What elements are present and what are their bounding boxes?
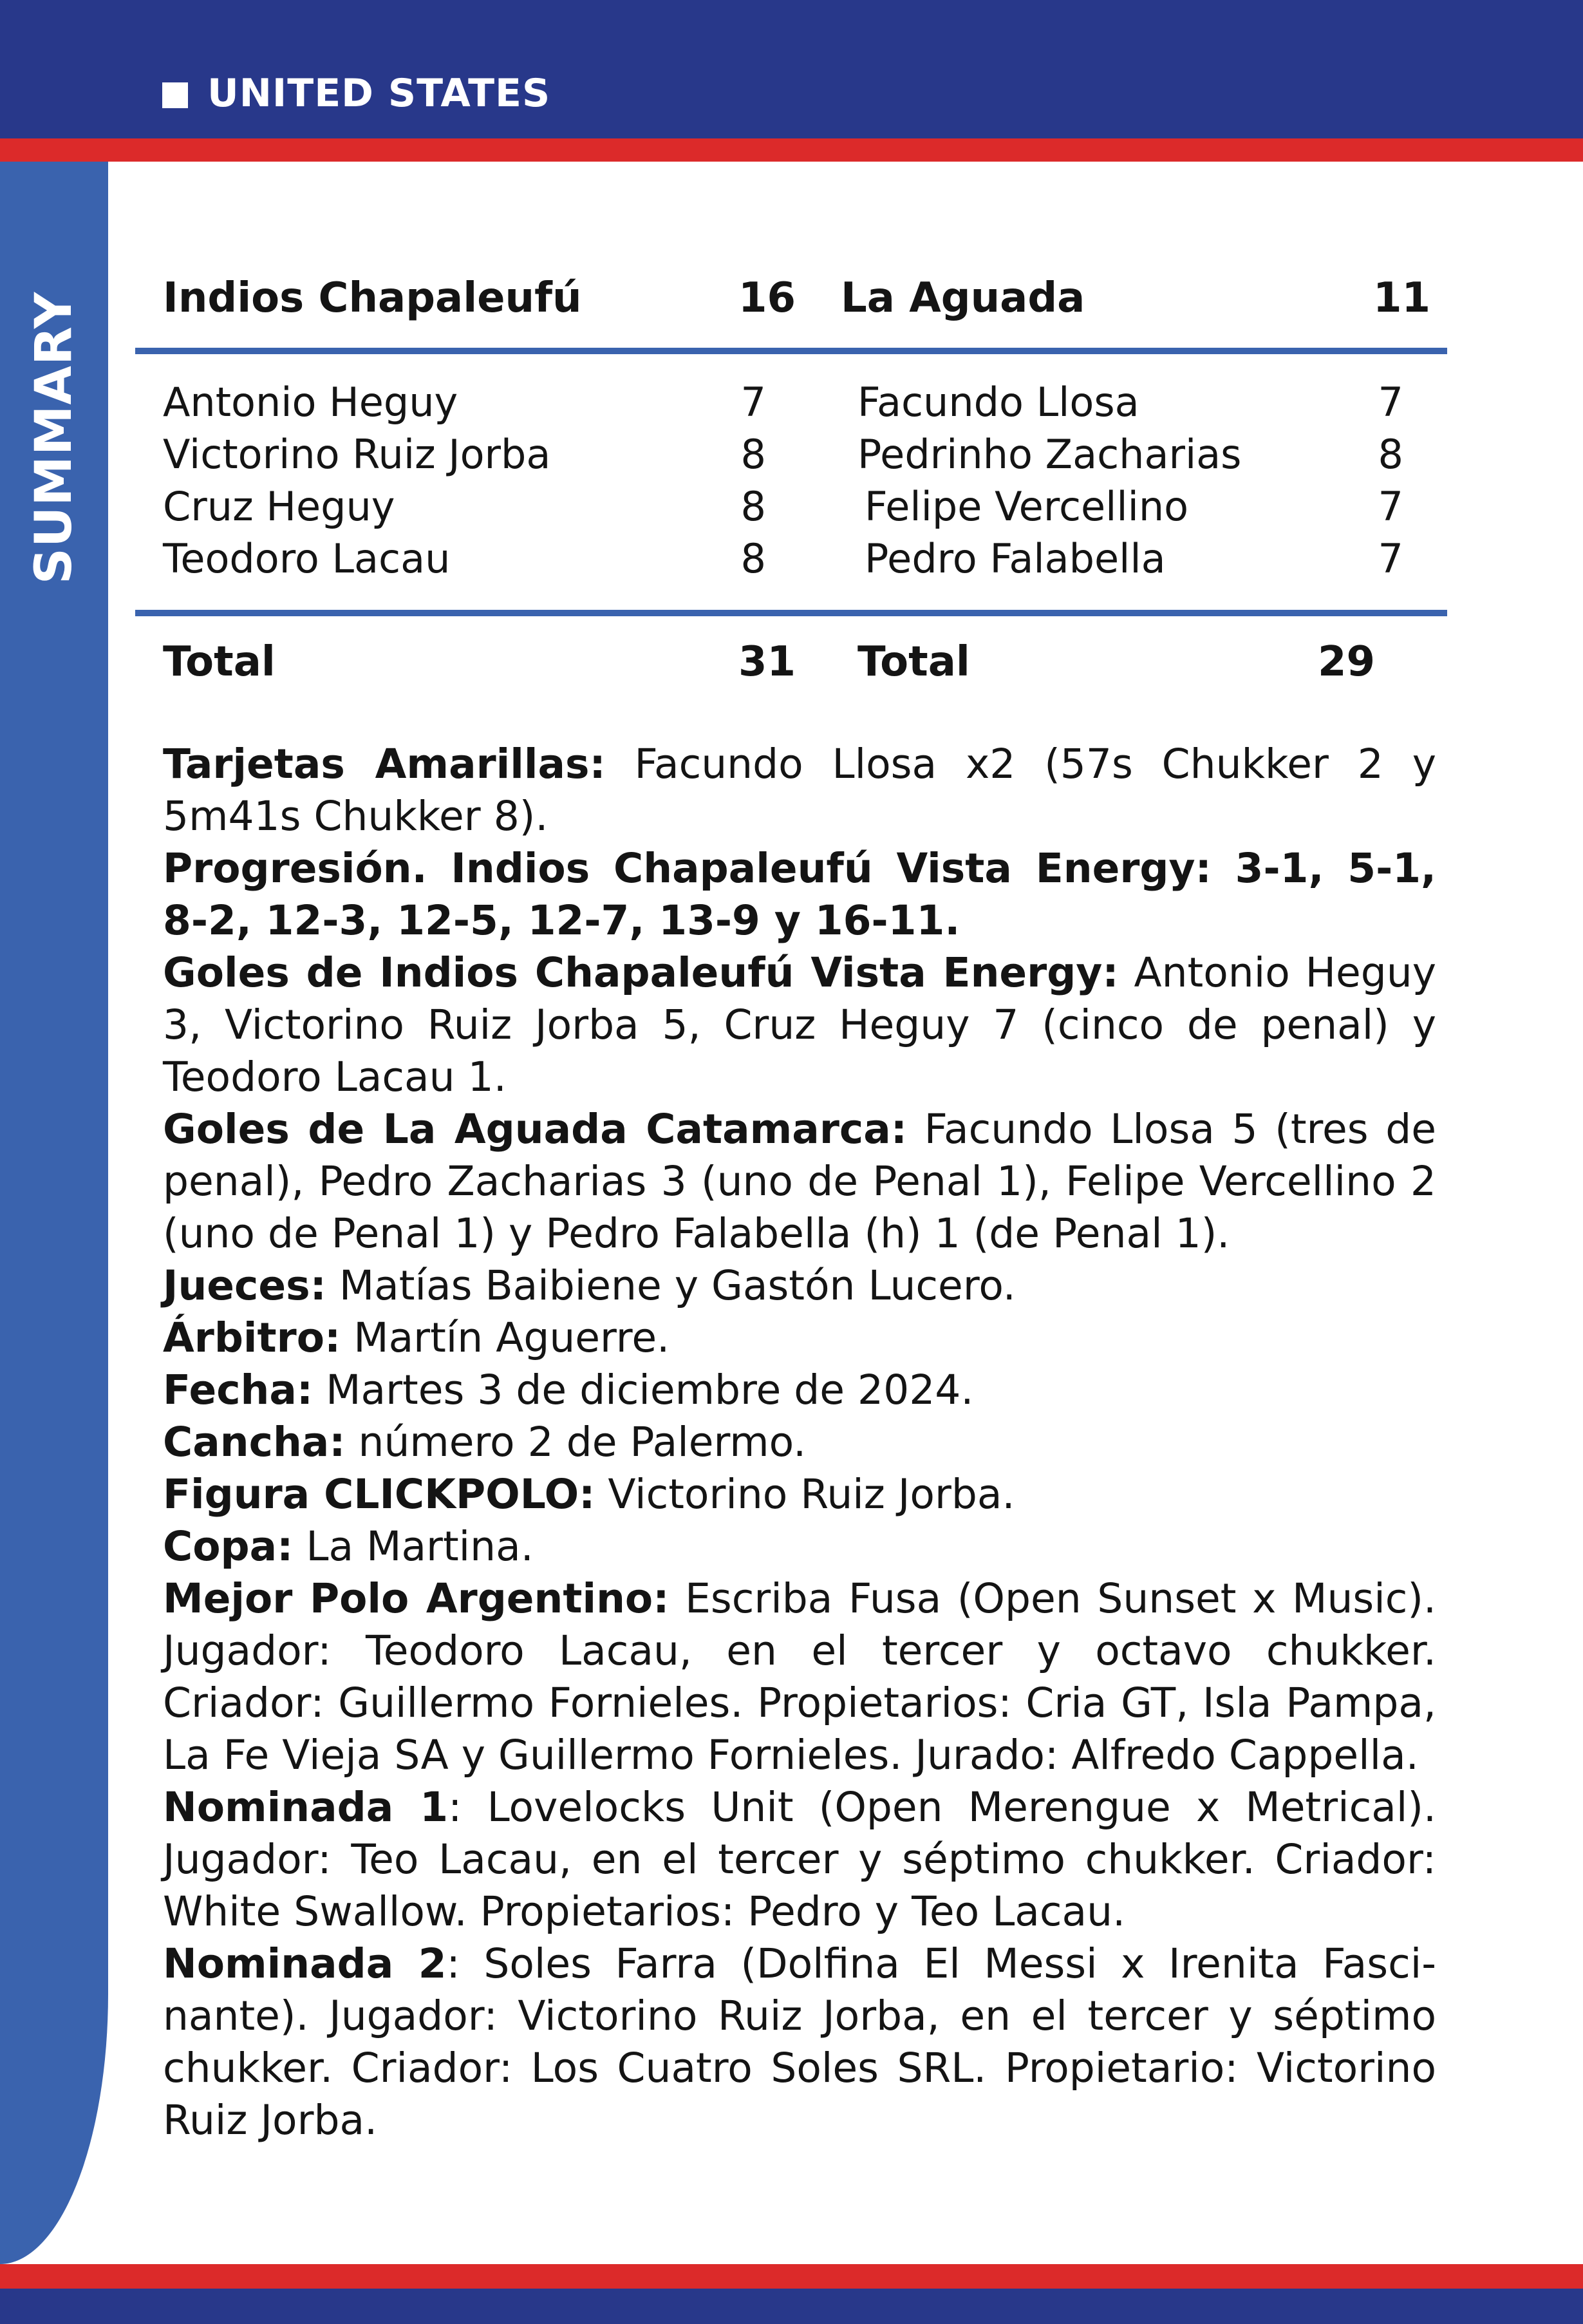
table-divider-top bbox=[135, 348, 1447, 354]
header-red-stripe bbox=[0, 138, 1583, 162]
detail-nominee-1 bbox=[163, 1781, 1436, 1938]
home-player-name: Victorino Ruiz Jorba bbox=[163, 431, 551, 478]
header-bullet-square bbox=[162, 82, 188, 108]
footer-band bbox=[0, 2289, 1583, 2324]
detail-label: Tarjetas Amarillas: bbox=[163, 741, 606, 788]
away-player-handicap: 7 bbox=[1378, 379, 1403, 426]
home-player-name: Cruz Heguy bbox=[163, 483, 395, 530]
detail-text: : Lovelocks Unit (Open Merengue x Metrical). Jugador: Teo Lacau, en el tercer y séptimo chukker. Criador: White Swallow. Propietarios: Pedro y Teo Lacau. bbox=[163, 1784, 1436, 1935]
detail-label: Jueces: bbox=[163, 1262, 326, 1309]
detail-label: Goles de Indios Chapaleufú Vista Energy: bbox=[163, 949, 1119, 996]
detail-label: Fecha: bbox=[163, 1366, 314, 1413]
detail-text: Facundo Llosa 5 (tres de penal), Pedro Zacharias 3 (uno de Penal 1), Felipe Vercellino 2 (uno de Penal 1) y Pedro Falabella (h) 1 (de Penal 1). bbox=[163, 1106, 1436, 1257]
detail-nominee-2 bbox=[163, 1938, 1436, 2146]
away-team-name: La Aguada bbox=[841, 274, 1085, 322]
away-player-handicap: 7 bbox=[1378, 483, 1403, 530]
detail-text: La Martina. bbox=[293, 1523, 534, 1570]
detail-cup bbox=[163, 1520, 1436, 1573]
home-team-goals: 16 bbox=[738, 274, 796, 322]
away-player-name: Facundo Llosa bbox=[857, 379, 1139, 426]
detail-progression bbox=[163, 842, 1436, 947]
section-title: UNITED STATES bbox=[207, 71, 551, 116]
detail-referee bbox=[163, 1312, 1436, 1364]
detail-text: Matías Baibiene y Gastón Lucero. bbox=[326, 1262, 1016, 1309]
detail-text: Facundo Llosa x2 (57s Chukker 2 y 5m41s Chukker 8). bbox=[163, 741, 1437, 840]
detail-yellow-cards bbox=[163, 738, 1436, 842]
home-player-name: Antonio Heguy bbox=[163, 379, 458, 426]
detail-text: Martes 3 de diciembre de 2024. bbox=[313, 1366, 974, 1413]
home-total-value: 31 bbox=[738, 638, 796, 686]
detail-label: Árbitro: bbox=[163, 1314, 341, 1361]
home-player-name: Teodoro Lacau bbox=[163, 535, 451, 582]
detail-away-goals bbox=[163, 1103, 1436, 1260]
detail-home-goals bbox=[163, 947, 1436, 1103]
away-team-goals: 11 bbox=[1372, 274, 1430, 322]
away-player-name: Pedro Falabella bbox=[865, 535, 1166, 582]
home-total-label: Total bbox=[163, 638, 276, 686]
detail-label: Copa: bbox=[163, 1523, 294, 1570]
detail-text: : Soles Farra (Dolfina El Messi x Irenita Fascinante). Jugador: Victorino Ruiz Jorba, en el tercer y séptimo chukker. Criador: Los Cuatro Soles SRL. Propietario: Victorino Ruiz Jorba. bbox=[163, 1940, 1436, 2144]
away-player-handicap: 7 bbox=[1378, 535, 1403, 582]
detail-text: Martín Aguerre. bbox=[341, 1314, 670, 1361]
footer-red-stripe bbox=[0, 2264, 1583, 2289]
side-tab-label-wrap bbox=[0, 270, 108, 605]
home-player-handicap: 7 bbox=[740, 379, 766, 426]
detail-judges bbox=[163, 1260, 1436, 1312]
home-player-handicap: 8 bbox=[740, 431, 766, 478]
detail-label: Progresión. Indios Chapaleufú Vista Energy: 3-1, 5-1, 8-2, 12-3, 12-5, 12-7, 13-9 y 16-11. bbox=[163, 845, 1436, 944]
away-total-label: Total bbox=[857, 638, 970, 686]
detail-mvp bbox=[163, 1468, 1436, 1520]
detail-label: Mejor Polo Argentino: bbox=[163, 1575, 670, 1622]
detail-label: Figura CLICKPOLO: bbox=[163, 1471, 595, 1518]
away-player-name: Pedrinho Zacharias bbox=[857, 431, 1242, 478]
match-details bbox=[163, 738, 1436, 2146]
home-player-handicap: 8 bbox=[740, 535, 766, 582]
detail-label: Goles de La Aguada Catamarca: bbox=[163, 1106, 907, 1153]
detail-text: número 2 de Palermo. bbox=[345, 1419, 807, 1466]
detail-label: Cancha: bbox=[163, 1419, 346, 1466]
table-divider-bottom bbox=[135, 610, 1447, 616]
away-total-value: 29 bbox=[1317, 638, 1375, 686]
detail-label: Nominada 1 bbox=[163, 1784, 449, 1831]
side-tab-label: SUMMARY bbox=[25, 291, 83, 585]
detail-best-horse bbox=[163, 1573, 1436, 1781]
detail-label: Nominada 2 bbox=[163, 1940, 447, 1987]
detail-text: Victorino Ruiz Jorba. bbox=[595, 1471, 1015, 1518]
detail-text: Antonio Heguy 3, Victorino Ruiz Jorba 5, Cruz Heguy 7 (cinco de penal) y Teodoro Lacau 1. bbox=[163, 949, 1436, 1101]
detail-text: Escriba Fusa (Open Sunset x Music). Jugador: Teodoro Lacau, en el tercer y octavo chukker. Criador: Guillermo Fornieles. Propietarios: Cria GT, Isla Pampa, La Fe Vieja SA y Guillermo Fornieles. Jurado: Alfredo Cappella. bbox=[163, 1575, 1436, 1779]
detail-field bbox=[163, 1416, 1436, 1468]
away-player-name: Felipe Vercellino bbox=[865, 483, 1189, 530]
detail-date bbox=[163, 1364, 1436, 1416]
home-team-name: Indios Chapaleufú bbox=[163, 274, 582, 322]
home-player-handicap: 8 bbox=[740, 483, 766, 530]
away-player-handicap: 8 bbox=[1378, 431, 1403, 478]
